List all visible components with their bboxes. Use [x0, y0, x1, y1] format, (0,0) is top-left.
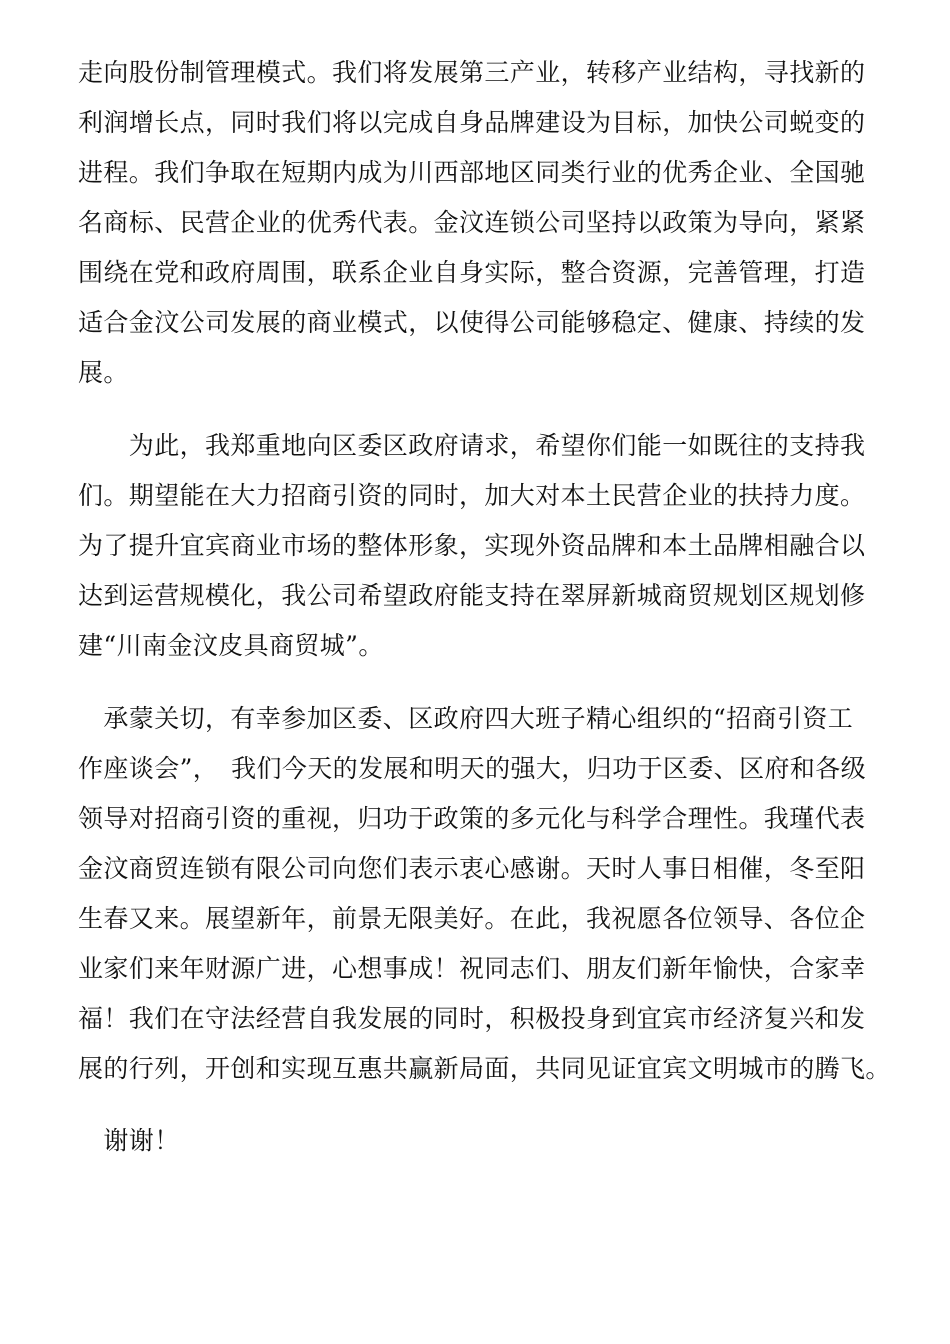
paragraph-line: 为此，我郑重地向区委区政府请求，希望你们能一如既往的支持我 — [78, 431, 866, 460]
paragraph-line: 领导对招商引资的重视，归功于政策的多元化与科学合理性。我瑾代表 — [78, 804, 866, 833]
paragraph-line: 展的行列，开创和实现互惠共赢新局面，共同见证宜宾文明城市的腾飞。 — [78, 1054, 891, 1083]
paragraph-line: 建“川南金汶皮具商贸城”。 — [78, 631, 384, 660]
paragraph-line: 进程。我们争取在短期内成为川西部地区同类行业的优秀企业、全国驰 — [78, 158, 866, 187]
paragraph-line: 作座谈会”， 我们今天的发展和明天的强大，归功于区委、区府和各级 — [78, 754, 867, 783]
paragraph-line: 们。期望能在大力招商引资的同时，加大对本土民营企业的扶持力度。 — [78, 481, 866, 510]
paragraph-line: 业家们来年财源广进，心想事成！祝同志们、朋友们新年愉快，合家幸 — [78, 954, 866, 983]
closing-thanks: 谢谢！ — [78, 1126, 180, 1155]
paragraph-line: 达到运营规模化，我公司希望政府能支持在翠屏新城商贸规划区规划修 — [78, 581, 866, 610]
paragraph-line: 承蒙关切，有幸参加区委、区政府四大班子精心组织的“招商引资工 — [78, 704, 854, 733]
paragraph-line: 生春又来。展望新年，前景无限美好。在此，我祝愿各位领导、各位企 — [78, 904, 866, 933]
paragraph-line: 展。 — [78, 358, 129, 387]
paragraph-line: 利润增长点，同时我们将以完成自身品牌建设为目标，加快公司蜕变的 — [78, 108, 866, 137]
paragraph-line: 名商标、民营企业的优秀代表。金汶连锁公司坚持以政策为导向，紧紧 — [78, 208, 866, 237]
paragraph-line: 金汶商贸连锁有限公司向您们表示衷心感谢。天时人事日相催，冬至阳 — [78, 854, 866, 883]
paragraph-line: 围绕在党和政府周围，联系企业自身实际，整合资源，完善管理，打造 — [78, 258, 866, 287]
paragraph-line: 福！我们在守法经营自我发展的同时，积极投身到宜宾市经济复兴和发 — [78, 1004, 866, 1033]
paragraph-line: 适合金汶公司发展的商业模式，以使得公司能够稳定、健康、持续的发 — [78, 308, 866, 337]
paragraph-line: 为了提升宜宾商业市场的整体形象，实现外资品牌和本土品牌相融合以 — [78, 531, 866, 560]
paragraph-line: 走向股份制管理模式。我们将发展第三产业，转移产业结构，寻找新的 — [78, 58, 866, 87]
